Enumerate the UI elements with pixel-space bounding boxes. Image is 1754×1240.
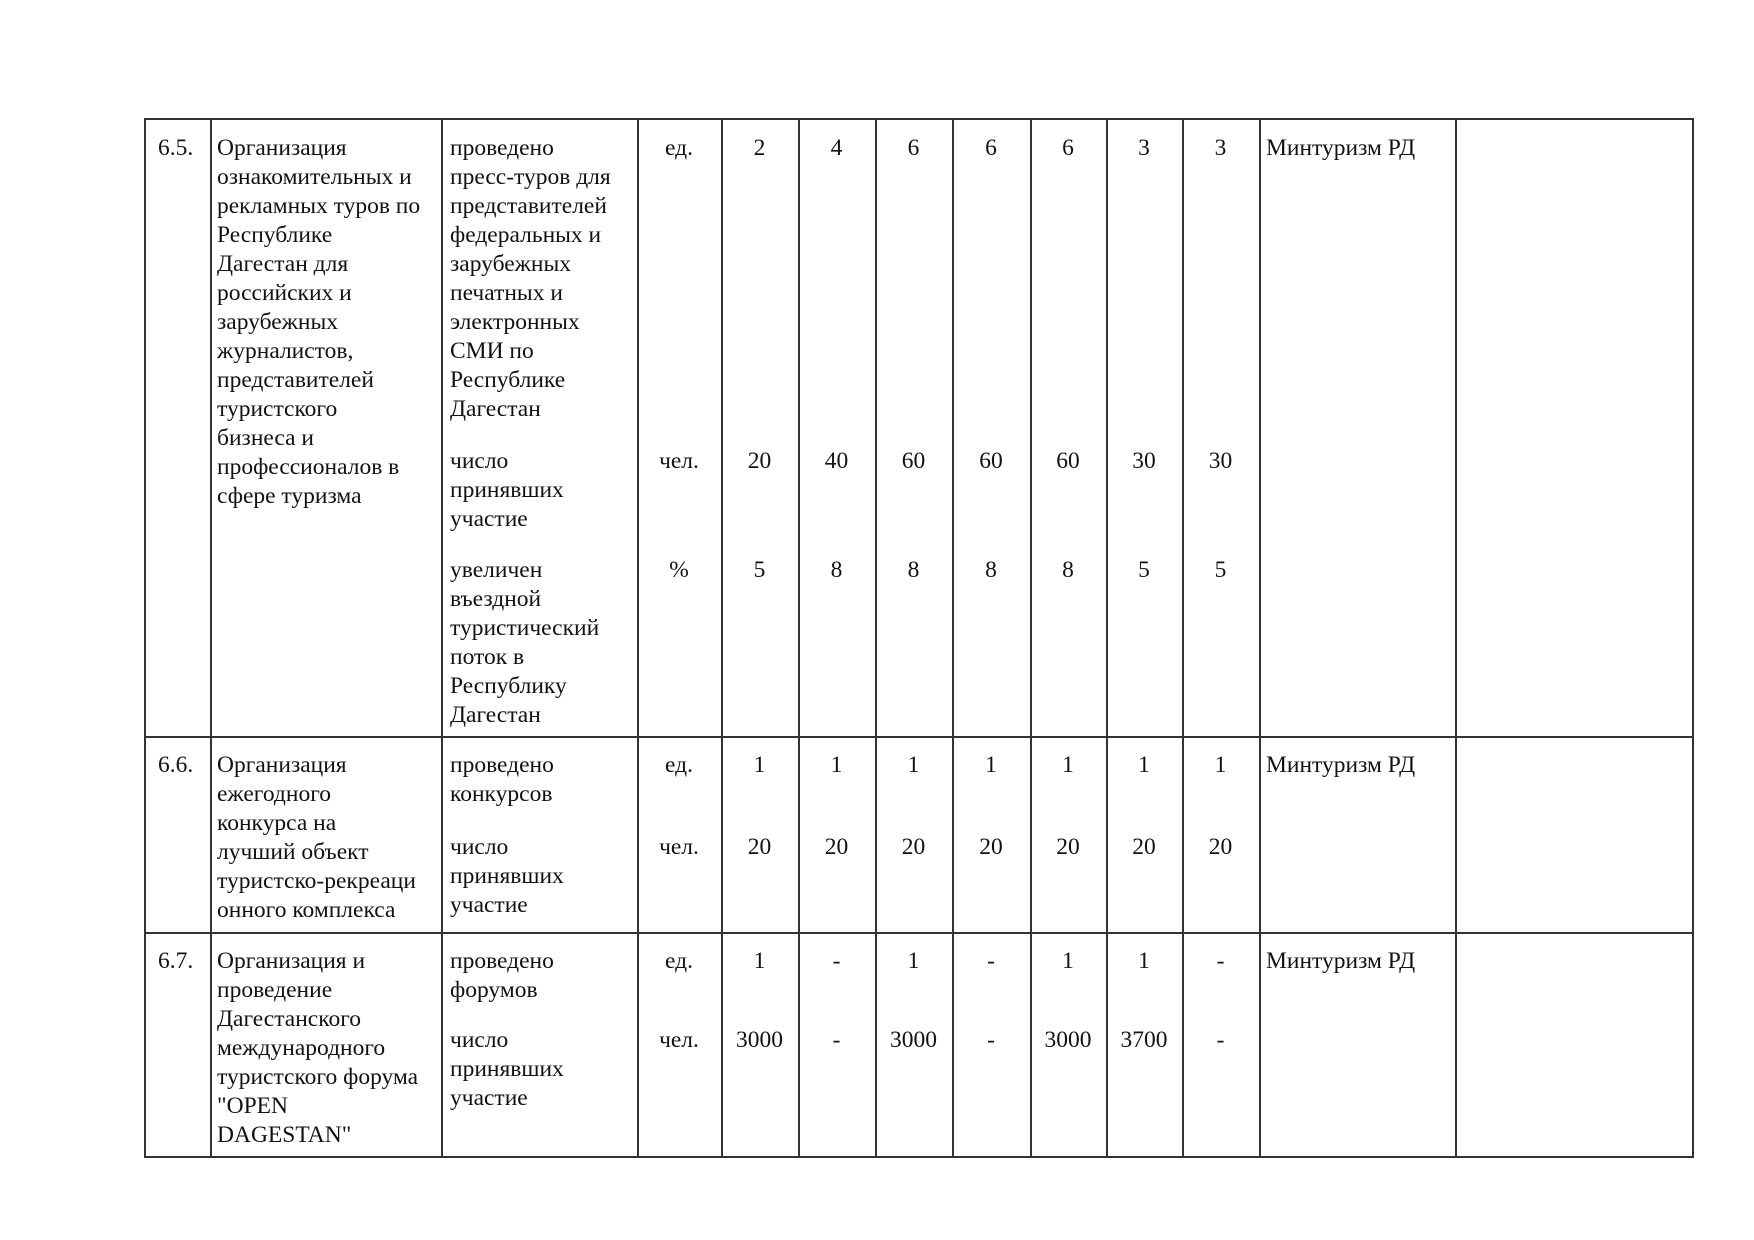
indicator-unit: % [669,557,689,583]
value-cell: 5 [1214,557,1227,583]
value-cell: 5 [753,557,766,583]
executor-cell: Минтуризм РД [1266,135,1416,161]
value-cell: 6 [907,135,920,161]
row-number-6-6: 6.6. [158,752,194,778]
value-cell: 8 [985,557,997,583]
column-divider [1106,118,1108,1158]
executor-cell: Минтуризм РД [1266,752,1416,778]
value-cell: 1 [1138,752,1150,778]
value-cell: 1 [753,948,766,974]
value-cell: 20 [747,834,772,860]
table-border-bottom [144,1156,1694,1158]
value-cell: 3700 [1120,1027,1168,1053]
value-cell: 1 [1214,752,1227,778]
value-cell: 60 [979,448,1003,474]
measure-name-6-6: Организация ежегодного конкурса на лучший объект туристско-рекреаци онного комплекса [217,752,416,923]
indicator-label: увеличен въездной туристический поток в Республику Дагестан [450,557,600,728]
value-cell: 4 [830,135,843,161]
indicator-unit: чел. [659,834,699,860]
indicator-unit: ед. [665,135,693,161]
value-cell: - [987,1027,995,1053]
column-divider [1030,118,1032,1158]
indicator-unit: ед. [665,948,693,974]
row-number-6-7: 6.7. [158,948,194,974]
indicator-label: проведено конкурсов [450,752,554,807]
value-cell: 8 [1062,557,1074,583]
value-cell: 1 [907,752,920,778]
value-cell: - [832,948,841,974]
value-cell: 3 [1214,135,1227,161]
indicator-unit: ед. [665,752,693,778]
value-cell: 30 [1208,448,1233,474]
measure-name-6-7: Организация и проведение Дагестанского международного туристского форума "OPEN DAGESTAN" [217,948,419,1148]
value-cell: - [1216,948,1225,974]
value-cell: 1 [907,948,920,974]
column-divider [441,118,443,1158]
indicator-label: проведено форумов [450,948,554,1003]
value-cell: 60 [901,448,926,474]
value-cell: 6 [1062,135,1074,161]
value-cell: 3 [1138,135,1150,161]
measure-name-6-5: Организация ознакомительных и рекламных туров по Республике Дагестан для российских и зарубежных журналистов, представителей туристского бизнеса и профессионалов в сфере туризма [217,135,421,509]
indicator-unit: чел. [659,1027,699,1053]
value-cell: 1 [1062,752,1074,778]
value-cell: 1 [830,752,843,778]
value-cell: 20 [901,834,926,860]
value-cell: - [832,1027,841,1053]
column-divider [1692,118,1694,1158]
column-divider [875,118,877,1158]
value-cell: 60 [1056,448,1080,474]
value-cell: 6 [985,135,997,161]
value-cell: 20 [979,834,1003,860]
indicator-label: число принявших участие [450,834,564,918]
value-cell: 1 [753,752,766,778]
value-cell: 20 [824,834,849,860]
column-divider [144,118,146,1158]
table-border-top [144,118,1694,120]
value-cell: 20 [1208,834,1233,860]
indicator-label: число принявших участие [450,448,564,532]
value-cell: 3000 [890,1027,937,1053]
value-cell: 3000 [736,1027,783,1053]
value-cell: 1 [1062,948,1074,974]
value-cell: 1 [985,752,997,778]
indicator-label: проведено пресс-туров для представителей федеральных и зарубежных печатных и электронных СМИ по Республике Дагестан [450,135,611,422]
value-cell: 5 [1138,557,1150,583]
value-cell: 1 [1138,948,1150,974]
indicator-unit: чел. [659,448,699,474]
value-cell: 8 [830,557,843,583]
indicator-label: число принявших участие [450,1027,564,1111]
value-cell: 20 [747,448,772,474]
column-divider [1455,118,1457,1158]
row-divider [144,736,1694,738]
column-divider [210,118,212,1158]
column-divider [721,118,723,1158]
value-cell: 20 [1132,834,1156,860]
row-divider [144,932,1694,934]
value-cell: 8 [907,557,920,583]
column-divider [952,118,954,1158]
executor-cell: Минтуризм РД [1266,948,1416,974]
value-cell: - [987,948,995,974]
column-divider [637,118,639,1158]
value-cell: 3000 [1044,1027,1092,1053]
row-number-6-5: 6.5. [158,135,194,161]
value-cell: 40 [824,448,849,474]
column-divider [1182,118,1184,1158]
value-cell: 20 [1056,834,1080,860]
value-cell: 2 [753,135,766,161]
column-divider [1259,118,1261,1158]
value-cell: 30 [1132,448,1156,474]
value-cell: - [1216,1027,1225,1053]
column-divider [798,118,800,1158]
